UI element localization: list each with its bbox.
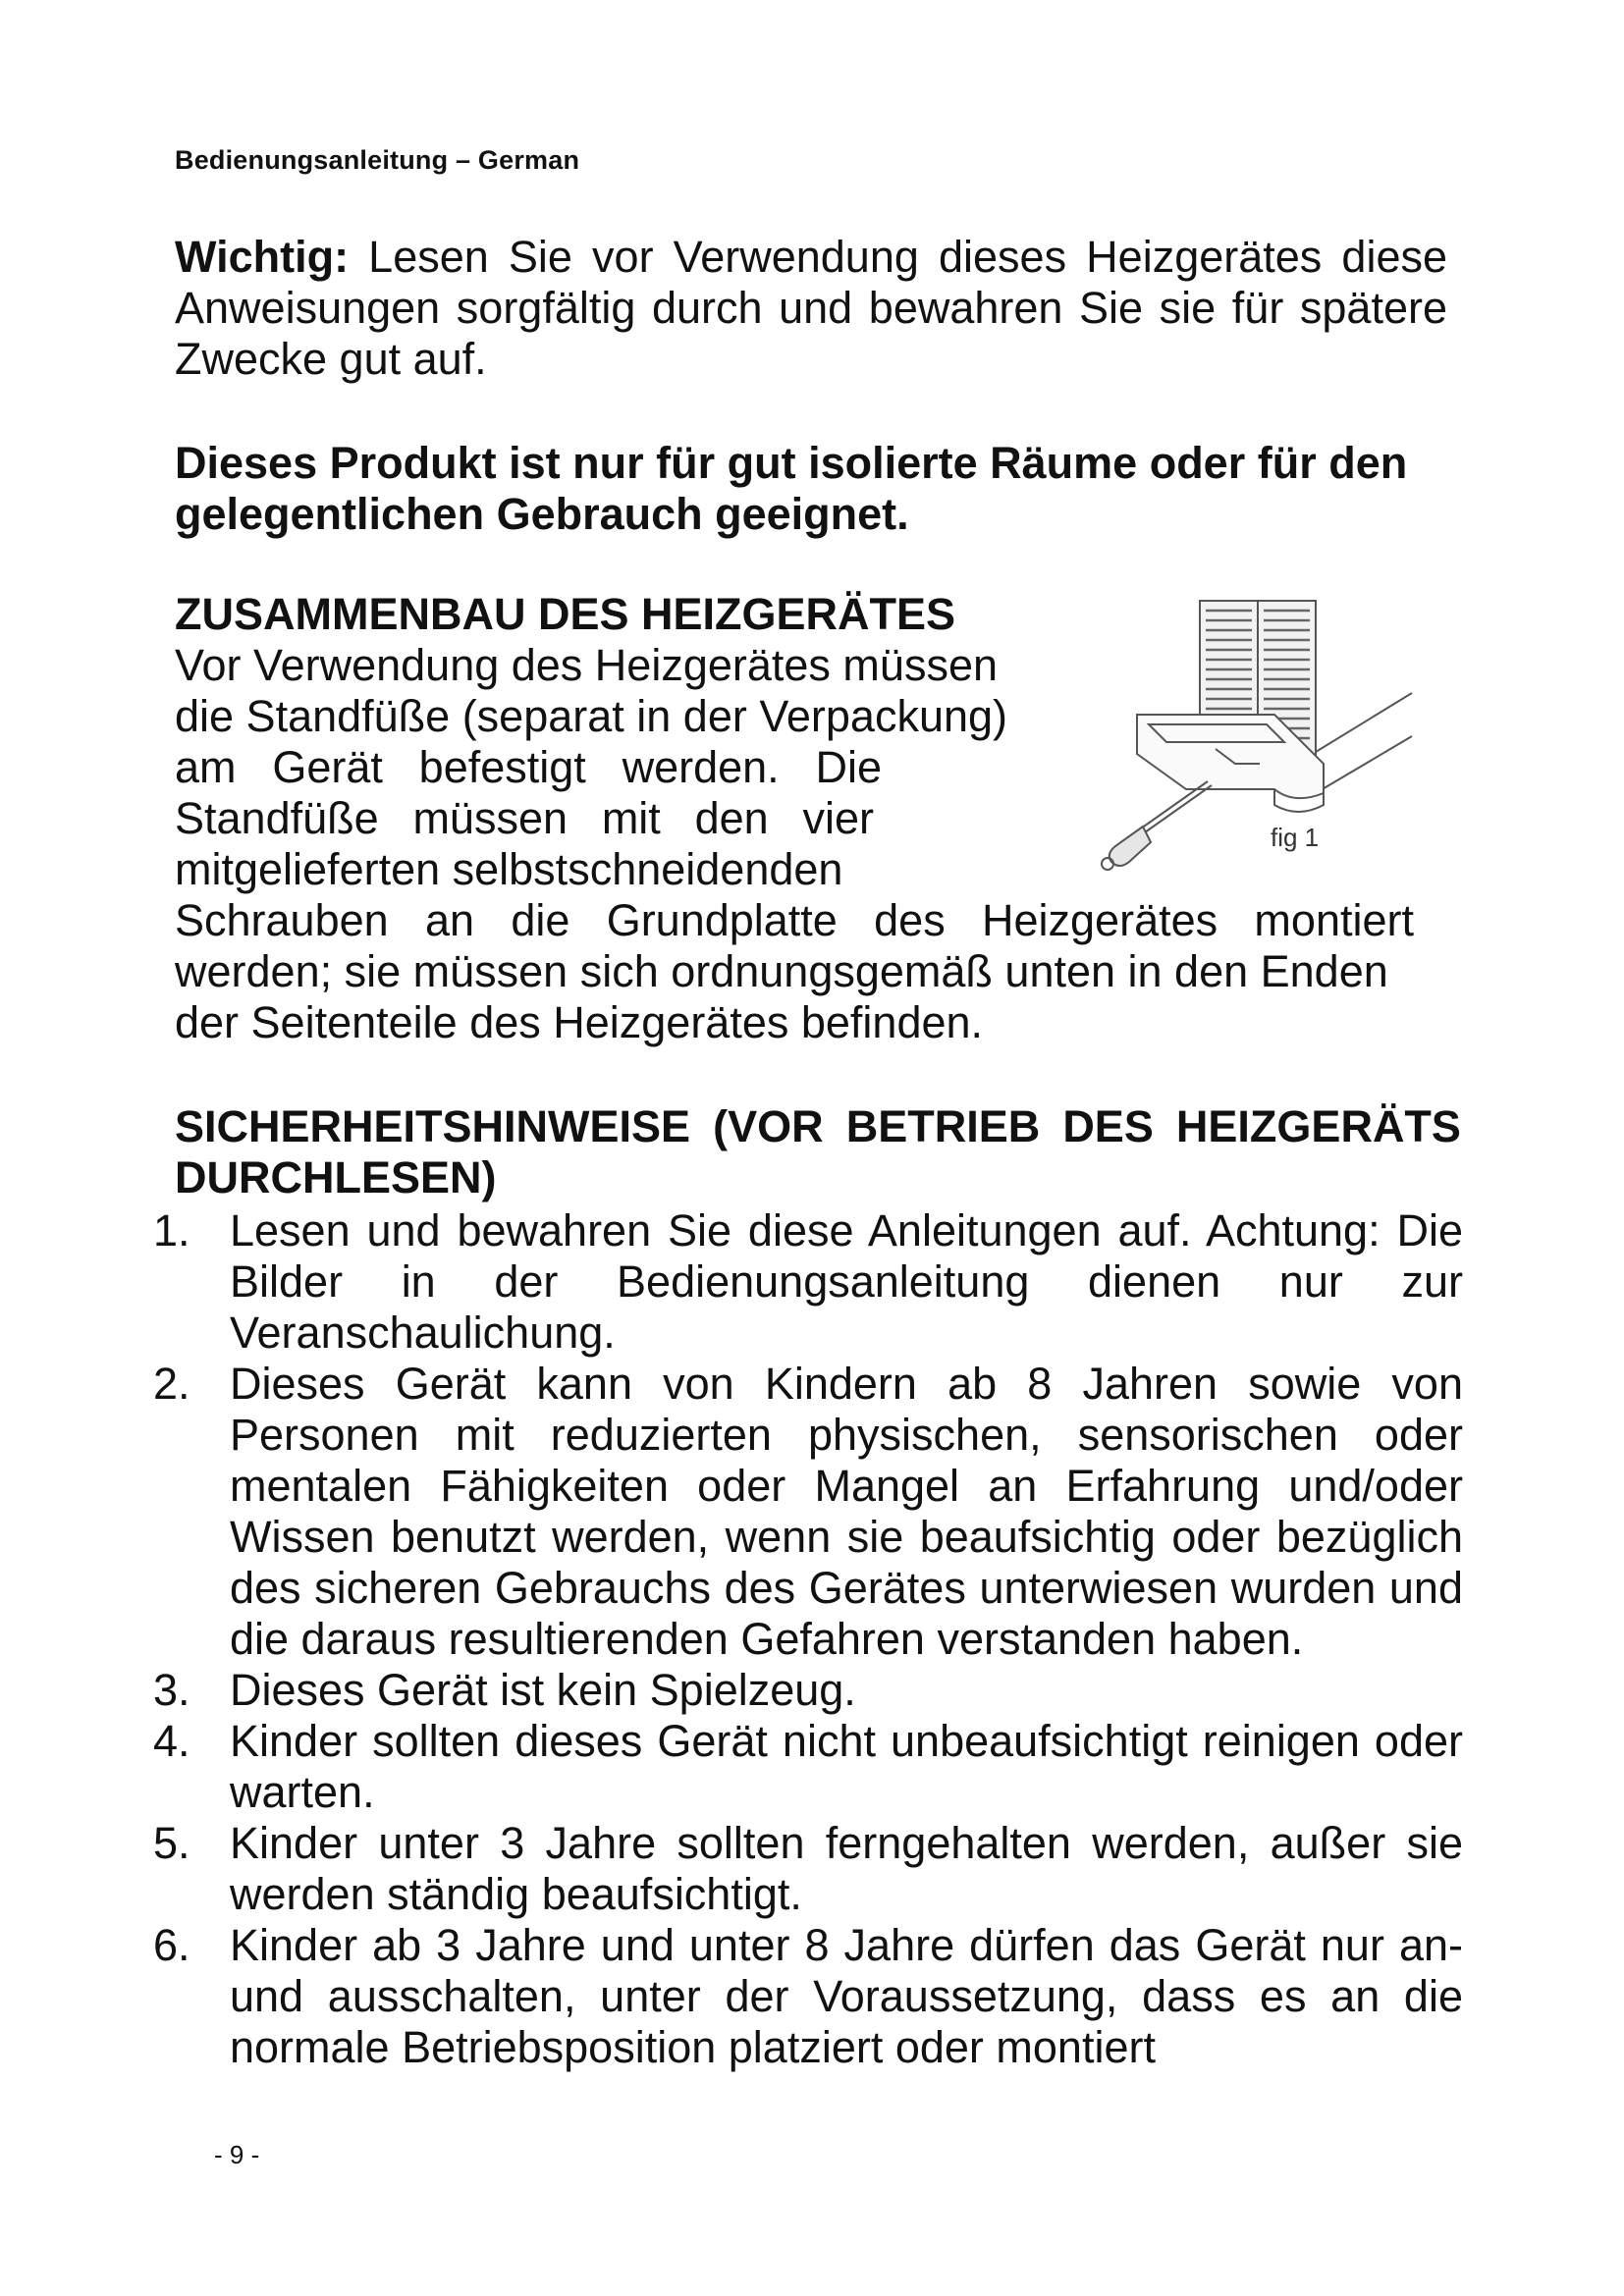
safety-title [175, 1101, 1461, 1203]
intro-text: Lesen Sie vor Verwendung dieses Heizgerätes diese Anweisungen sorgfältig durch und bewahren Sie sie für spätere Zwecke gut auf. [175, 232, 1447, 384]
page-header: Bedienungsanleitung – German [175, 145, 580, 175]
safety-list [153, 1205, 1463, 2073]
assembly-line: Vor Verwendung des Heizgerätes müssen [175, 640, 998, 690]
heater-foot-illustration [1088, 587, 1422, 881]
assembly-line: Standfüße müssen mit den vier [175, 793, 874, 843]
assembly-line: werden; sie müssen sich ordnungsgemäß unten in den Enden [175, 946, 1388, 996]
safety-title-word: DES [1062, 1101, 1154, 1151]
intro-paragraph [175, 232, 1447, 385]
list-item [153, 1665, 1463, 1716]
list-item [153, 1359, 1463, 1665]
list-item-text: Kinder ab 3 Jahre und unter 8 Jahre dürfen das Gerät nur an- und ausschalten, unter der Voraussetzung, dass es an die normale Betriebsposition platziert oder montiert [230, 1920, 1463, 2072]
figure-heater-feet [1088, 587, 1422, 881]
list-item-number: 5. [153, 1818, 190, 1868]
list-item [153, 1818, 1463, 1920]
list-item [153, 1716, 1463, 1818]
assembly-line: die Standfüße (separat in der Verpackung) [175, 691, 1008, 741]
list-item [153, 1205, 1463, 1359]
list-item-number: 4. [153, 1716, 190, 1766]
list-item [153, 1920, 1463, 2073]
assembly-line: der Seitenteile des Heizgerätes befinden. [175, 997, 984, 1047]
list-item-text: Dieses Gerät kann von Kindern ab 8 Jahren sowie von Personen mit reduzierten physischen, sensorischen oder mentalen Fähigkeiten oder Mangel an Erfahrung und/oder Wissen benutzt werden, wenn sie beaufsichtig oder bezüglich des sicheren Gebrauchs des Gerätes unterwiesen wurden und die daraus resultierenden Gefahren verstanden haben. [230, 1359, 1463, 1664]
assembly-line: am Gerät befestigt werden. Die [175, 742, 882, 792]
list-item-number: 2. [153, 1359, 190, 1409]
safety-title-word: SICHERHEITSHINWEISE [175, 1101, 691, 1151]
safety-title-word: HEIZGERÄTS [1175, 1101, 1461, 1151]
safety-title-word: (VOR [713, 1101, 824, 1151]
list-item-text: Kinder sollten dieses Gerät nicht unbeaufsichtigt reinigen oder warten. [230, 1716, 1463, 1817]
list-item-text: Dieses Gerät ist kein Spielzeug. [230, 1665, 856, 1715]
list-item-number: 1. [153, 1205, 190, 1255]
list-item-text: Lesen und bewahren Sie diese Anleitungen auf. Achtung: Die Bilder in der Bedienungsanleitung dienen nur zur Veranschaulichung. [230, 1205, 1463, 1358]
list-item-number: 3. [153, 1665, 190, 1715]
assembly-line: Schrauben an die Grundplatte des Heizgerätes montiert [175, 895, 1414, 945]
page-number: - 9 - [214, 2140, 260, 2169]
usage-note: Dieses Produkt ist nur für gut isolierte Räume oder für den gelegentlichen Gebrauch geeignet. [175, 438, 1408, 539]
assembly-line: mitgelieferten selbstschneidenden [175, 844, 843, 894]
list-item-number: 6. [153, 1920, 190, 1970]
safety-title-line2: DURCHLESEN) [175, 1152, 497, 1202]
assembly-title: ZUSAMMENBAU DES HEIZGERÄTES [175, 589, 956, 639]
intro-label: Wichtig: [175, 232, 350, 282]
figure-caption: fig 1 [1271, 823, 1320, 852]
safety-title-word: BETRIEB [845, 1101, 1041, 1151]
list-item-text: Kinder unter 3 Jahre sollten ferngehalten werden, außer sie werden ständig beaufsichtigt. [230, 1818, 1463, 1919]
